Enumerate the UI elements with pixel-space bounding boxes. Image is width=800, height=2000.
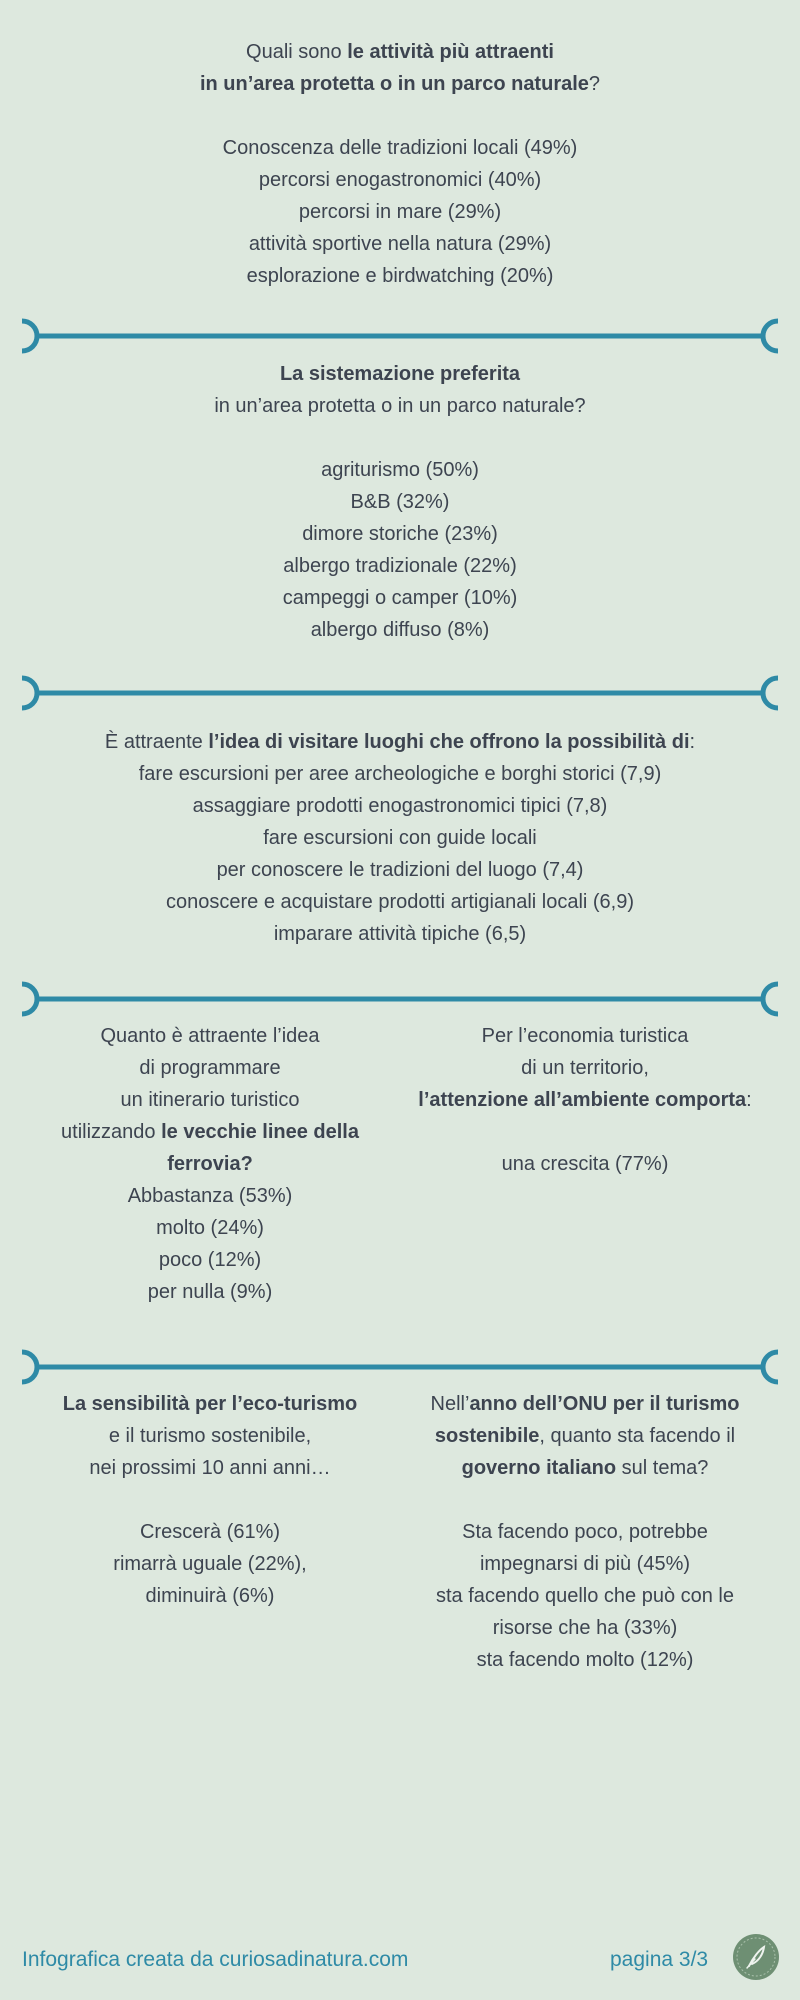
- question-line: di un territorio,: [521, 1057, 649, 1079]
- list-item: diminuirà (6%): [145, 1585, 275, 1607]
- section-divider: [20, 1349, 780, 1385]
- question-line: in un’area protetta o in un parco naturale?: [199, 73, 601, 95]
- question-line: Nell’anno dell’ONU per il turismo: [430, 1393, 740, 1415]
- question-line: nei prossimi 10 anni anni…: [89, 1457, 331, 1479]
- list-item: percorsi in mare (29%): [298, 201, 502, 223]
- question-line: ferrovia?: [167, 1153, 253, 1175]
- section-attractive-ideas: [0, 726, 800, 950]
- section-railway: [40, 1020, 380, 1308]
- section-divider: [20, 318, 780, 354]
- question-line: e il turismo sostenibile,: [108, 1425, 312, 1447]
- list-item: Conoscenza delle tradizioni locali (49%): [222, 137, 578, 159]
- section-divider: [20, 675, 780, 711]
- question-line: di programmare: [139, 1057, 281, 1079]
- list-item: Sta facendo poco, potrebbe: [462, 1521, 708, 1543]
- list-item: percorsi enogastronomici (40%): [258, 169, 542, 191]
- list-item: attività sportive nella natura (29%): [248, 233, 552, 255]
- section-eco-tourism: [40, 1388, 380, 1612]
- list-item: campeggi o camper (10%): [282, 587, 518, 609]
- question-line: un itinerario turistico: [120, 1089, 300, 1111]
- list-item: conoscere e acquistare prodotti artigianali locali (6,9): [165, 891, 635, 913]
- list-item: molto (24%): [156, 1217, 264, 1239]
- question-line: Quanto è attraente l’idea: [100, 1025, 320, 1047]
- question-line: La sistemazione preferita: [279, 363, 521, 385]
- feather-logo-icon: [733, 1934, 779, 1980]
- list-item: sta facendo quello che può con le: [436, 1585, 734, 1607]
- question-line: È attraente l’idea di visitare luoghi che offrono la possibilità di:: [104, 731, 696, 753]
- list-item: agriturismo (50%): [321, 459, 479, 481]
- page-indicator: pagina 3/3: [610, 1948, 709, 1971]
- section-government: [410, 1388, 760, 1676]
- section-activities: [0, 36, 800, 292]
- list-item: dimore storiche (23%): [302, 523, 498, 545]
- question-line: Quali sono le attività più attraenti: [246, 41, 554, 63]
- section-accommodation: [0, 358, 800, 646]
- list-item: Abbastanza (53%): [127, 1185, 293, 1207]
- question-line: governo italiano sul tema?: [461, 1457, 709, 1479]
- list-item: esplorazione e birdwatching (20%): [246, 265, 554, 287]
- list-item: assaggiare prodotti enogastronomici tipici (7,8): [192, 795, 608, 817]
- question-line: Per l’economia turistica: [481, 1025, 689, 1047]
- list-item: fare escursioni con guide locali: [263, 827, 537, 849]
- list-item: albergo tradizionale (22%): [283, 555, 517, 577]
- list-item: sta facendo molto (12%): [476, 1649, 694, 1671]
- list-item: fare escursioni per aree archeologiche e borghi storici (7,9): [138, 763, 662, 785]
- question-line: sostenibile, quanto sta facendo il: [434, 1425, 736, 1447]
- section-divider: [20, 981, 780, 1017]
- question-line: l’attenzione all’ambiente comporta:: [418, 1089, 752, 1111]
- question-line: in un’area protetta o in un parco naturale?: [214, 395, 586, 417]
- list-item: albergo diffuso (8%): [310, 619, 490, 641]
- list-item: Crescerà (61%): [139, 1521, 281, 1543]
- section-environment: [410, 1020, 760, 1180]
- list-item: una crescita (77%): [501, 1153, 669, 1175]
- footer-credit-link[interactable]: Infografica creata da curiosadinatura.com: [22, 1948, 409, 1971]
- list-item: impegnarsi di più (45%): [479, 1553, 691, 1575]
- list-item: per nulla (9%): [147, 1281, 273, 1303]
- list-item: imparare attività tipiche (6,5): [273, 923, 527, 945]
- question-line: utilizzando le vecchie linee della: [61, 1121, 359, 1143]
- question-line: La sensibilità per l’eco-turismo: [62, 1393, 358, 1415]
- list-item: per conoscere le tradizioni del luogo (7,4): [216, 859, 584, 881]
- list-item: B&B (32%): [350, 491, 450, 513]
- list-item: poco (12%): [158, 1249, 262, 1271]
- list-item: rimarrà uguale (22%),: [113, 1553, 307, 1575]
- list-item: risorse che ha (33%): [492, 1617, 678, 1639]
